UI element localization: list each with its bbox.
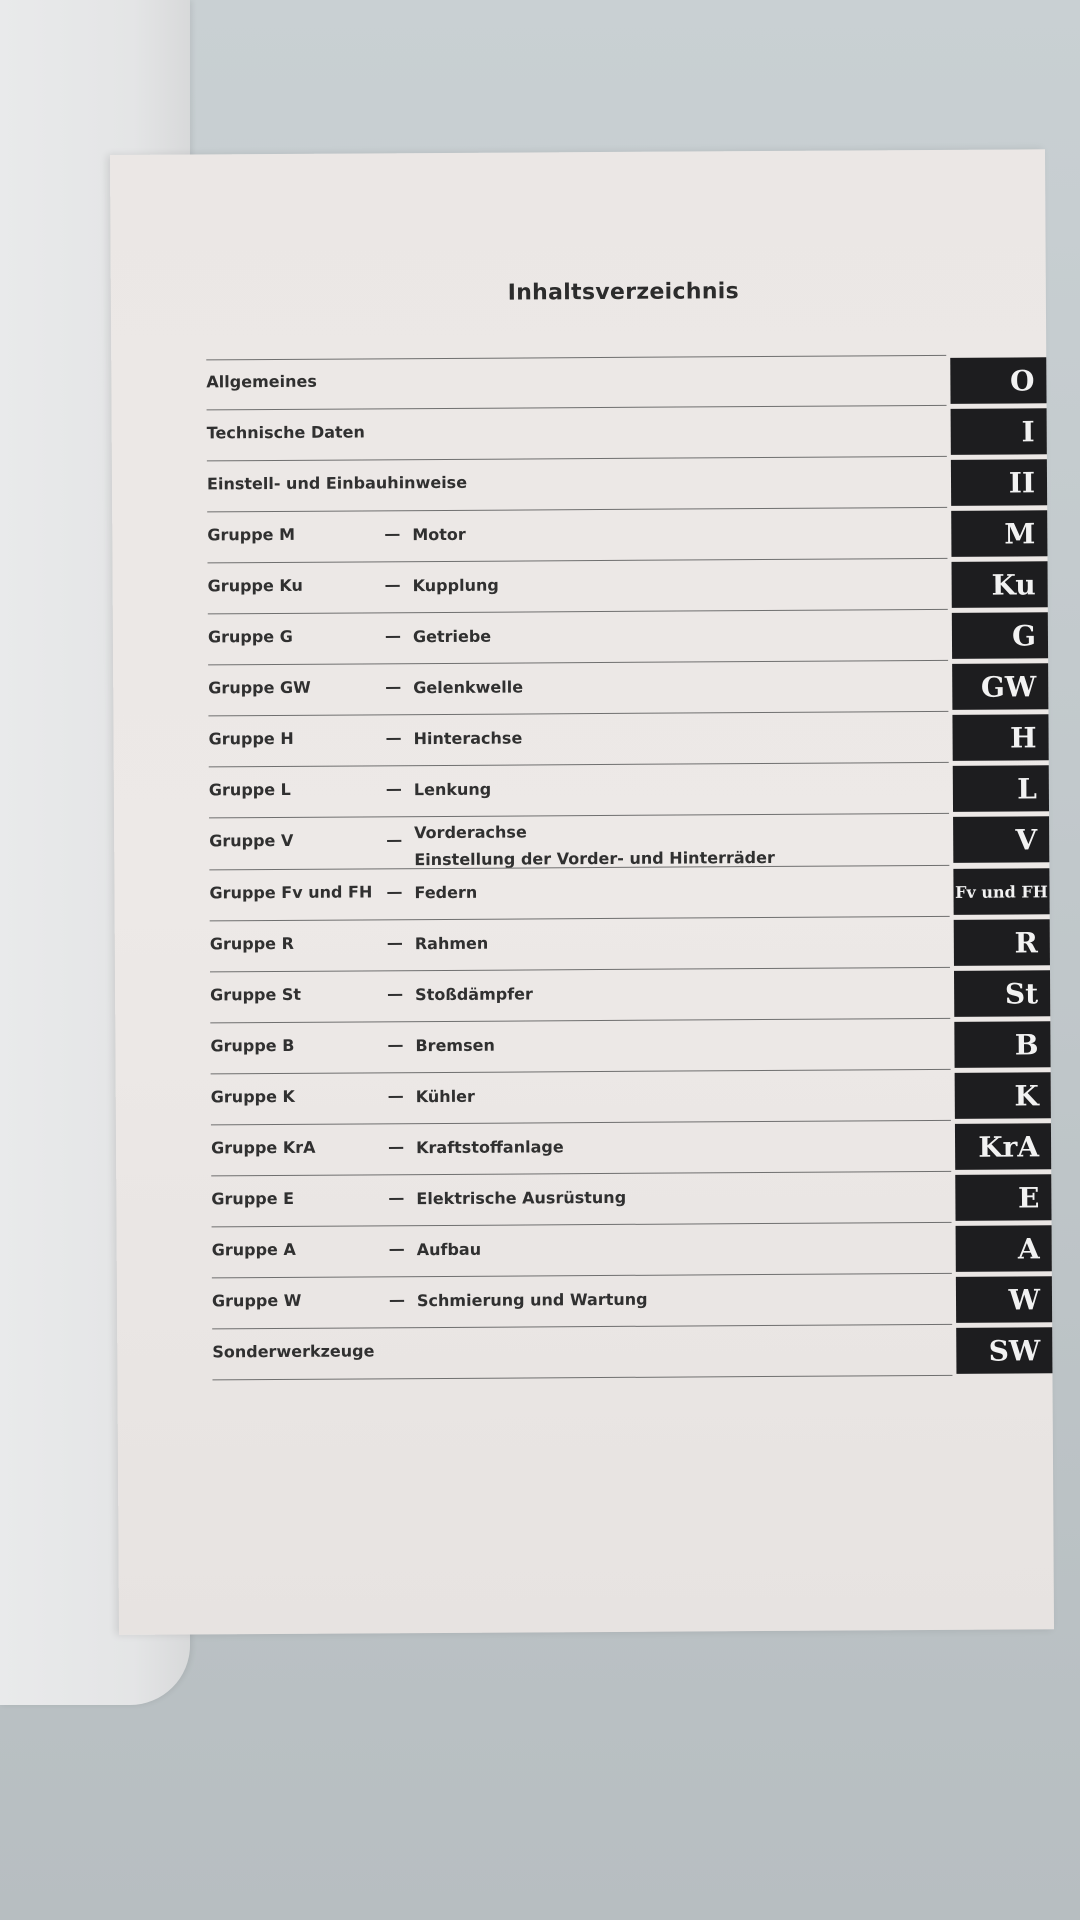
toc-group-label: Technische Daten [206, 422, 365, 443]
toc-row [115, 967, 1050, 1024]
toc-dash: — [388, 1188, 405, 1208]
toc-row [117, 1222, 1052, 1279]
thumb-index-tab[interactable]: Fv und FH [953, 868, 1049, 915]
toc-row [114, 813, 1049, 871]
toc-group-label: Gruppe H [208, 728, 294, 749]
page-title: Inhaltsverzeichnis [507, 279, 740, 306]
thumb-index-tab[interactable]: St [954, 970, 1050, 1017]
thumb-index-tab[interactable]: R [954, 919, 1050, 966]
toc-topic: Rahmen [414, 933, 489, 954]
toc-dash: — [386, 882, 403, 902]
thumb-index-tab[interactable]: V [953, 816, 1049, 863]
toc-dash: — [386, 933, 403, 953]
toc-group-label: Gruppe GW [208, 677, 311, 698]
thumb-index-tab[interactable]: GW [952, 663, 1048, 710]
toc-group-label: Gruppe B [210, 1035, 295, 1056]
thumb-index-tab[interactable]: K [955, 1072, 1051, 1119]
toc-topic: Stoßdämpfer [415, 984, 533, 1005]
toc-row [115, 916, 1050, 973]
thumb-index-tab[interactable]: B [954, 1021, 1050, 1068]
toc-topic: Bremsen [415, 1035, 495, 1056]
toc-group-label: Gruppe M [207, 524, 296, 545]
toc-row [117, 1273, 1052, 1330]
toc-group-label: Gruppe Fv und FH [209, 882, 373, 903]
toc-dash: — [385, 677, 402, 697]
toc-row [114, 865, 1049, 922]
toc-dash: — [387, 1086, 404, 1106]
toc-group-label: Gruppe R [209, 933, 294, 954]
toc-group-label: Gruppe W [211, 1290, 302, 1311]
toc-group-label: Gruppe V [209, 830, 294, 851]
toc-dash: — [388, 1290, 406, 1310]
table-of-contents [111, 354, 1052, 1381]
toc-topic: Kraftstoffanlage [416, 1137, 564, 1158]
toc-rows [111, 354, 1052, 1381]
toc-dash: — [384, 575, 401, 595]
toc-dash: — [388, 1137, 405, 1157]
toc-group-label: Gruppe L [208, 779, 291, 800]
book-page [110, 149, 1054, 1635]
toc-group-label: Einstell- und Einbauhinweise [206, 472, 468, 494]
toc-topic: Elektrische Ausrüstung [416, 1187, 627, 1209]
toc-topic: Motor [412, 524, 466, 545]
toc-group-label: Gruppe E [211, 1188, 295, 1209]
thumb-index-tab[interactable]: II [951, 459, 1047, 506]
toc-group-label: Gruppe G [207, 626, 293, 647]
toc-topic: Gelenkwelle [413, 677, 524, 698]
toc-dash: — [386, 830, 403, 850]
toc-topic: Vorderachse [414, 822, 527, 843]
toc-row [112, 507, 1047, 564]
toc-topic: Kühler [415, 1086, 475, 1107]
toc-group-label: Gruppe KrA [211, 1137, 316, 1158]
thumb-index-tab[interactable]: M [951, 510, 1047, 557]
thumb-index-tab[interactable]: O [950, 357, 1046, 404]
toc-row [112, 405, 1047, 462]
toc-row [117, 1324, 1052, 1381]
thumb-index-tab[interactable]: H [952, 714, 1048, 761]
row-rule [212, 1375, 952, 1381]
toc-row [114, 762, 1049, 819]
thumb-index-tab[interactable]: KrA [955, 1123, 1051, 1170]
toc-row [116, 1069, 1051, 1126]
toc-group-label: Allgemeines [206, 371, 317, 392]
toc-topic: Aufbau [416, 1239, 482, 1260]
toc-group-label: Gruppe Ku [207, 575, 303, 596]
thumb-index-tab[interactable]: I [951, 408, 1047, 455]
thumb-index-tab[interactable]: Ku [952, 561, 1048, 608]
toc-dash: — [387, 984, 404, 1004]
thumb-index-tab[interactable]: W [956, 1276, 1052, 1323]
thumb-index-tab[interactable]: E [955, 1174, 1051, 1221]
toc-topic: Getriebe [412, 626, 492, 647]
toc-row [113, 660, 1048, 717]
thumb-index-tab[interactable]: SW [956, 1327, 1052, 1374]
toc-topic: Kupplung [412, 575, 499, 596]
toc-row [112, 456, 1047, 513]
toc-group-label: Gruppe K [210, 1086, 295, 1107]
toc-topic: Federn [414, 882, 478, 903]
toc-dash: — [385, 728, 402, 748]
thumb-index-tab[interactable]: L [953, 765, 1049, 812]
toc-row [116, 1171, 1051, 1228]
toc-row [111, 354, 1046, 411]
toc-group-label: Gruppe A [211, 1239, 296, 1260]
thumb-index-tab[interactable]: G [952, 612, 1048, 659]
toc-topic: Lenkung [413, 779, 492, 800]
toc-topic: Hinterachse [413, 728, 523, 749]
toc-topic: Schmierung und Wartung [416, 1289, 648, 1311]
toc-row [116, 1120, 1051, 1177]
toc-topic-line2: Einstellung der Vorder- und Hinterräder [414, 847, 775, 870]
toc-row [113, 609, 1048, 666]
toc-dash: — [385, 779, 402, 799]
toc-group-label: Gruppe St [210, 984, 302, 1005]
toc-dash: — [388, 1239, 405, 1259]
toc-group-label: Sonderwerkzeuge [212, 1341, 375, 1362]
thumb-index-tab[interactable]: A [956, 1225, 1052, 1272]
toc-dash: — [387, 1035, 404, 1055]
toc-row [115, 1018, 1050, 1075]
toc-dash: — [384, 626, 402, 646]
toc-dash: — [384, 524, 401, 544]
toc-row [112, 558, 1047, 615]
toc-row [113, 711, 1048, 768]
